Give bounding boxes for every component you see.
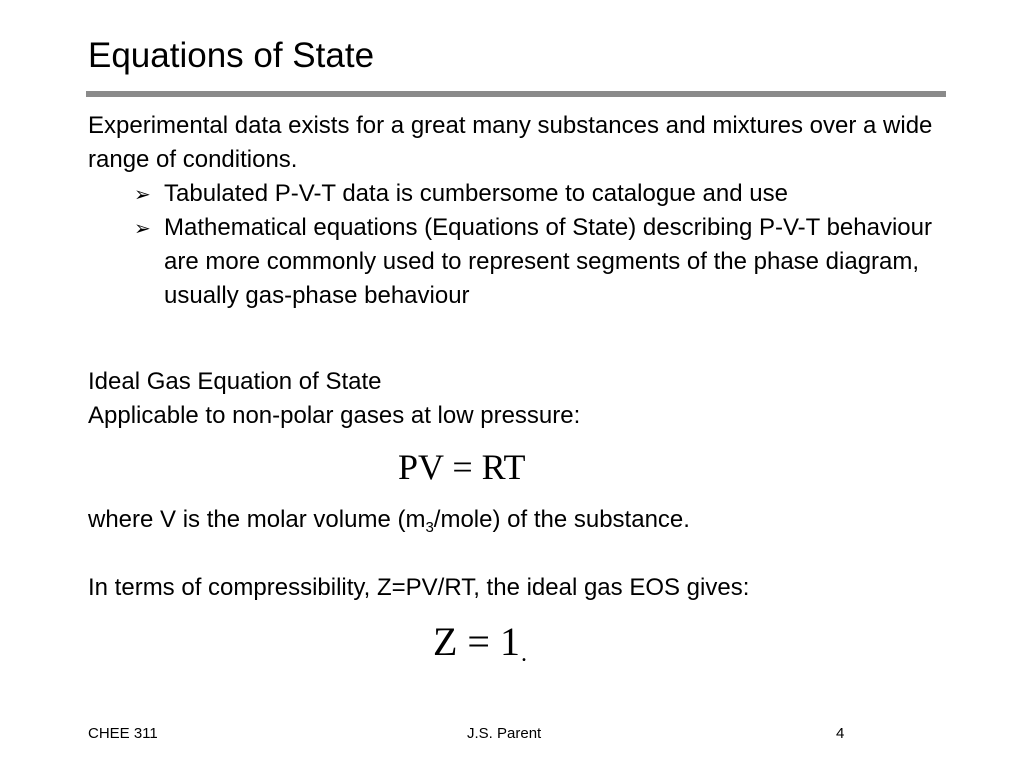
molar-volume-text: where V is the molar volume (m — [88, 506, 426, 533]
footer-course: CHEE 311 — [88, 725, 158, 742]
bullet-item-1 — [134, 177, 934, 211]
compressibility-equation — [433, 618, 527, 678]
molar-volume-note — [88, 503, 948, 537]
footer-author: J.S. Parent — [467, 725, 542, 742]
arrow-bullet-icon: ➢ — [134, 216, 151, 240]
intro-paragraph: Experimental data exists for a great many substances and mixtures over a wide range of conditions. — [88, 112, 933, 173]
bullet-text-2: Mathematical equations (Equations of State) describing P-V-T behaviour are more commonly used to represent segments of the phase diagram, usually gas-phase behaviour — [164, 214, 932, 309]
bullet-text-1: Tabulated P-V-T data is cumbersome to catalogue and use — [164, 180, 788, 207]
section-subheading: Applicable to non-polar gases at low pressure: — [88, 402, 581, 429]
arrow-bullet-icon: ➢ — [134, 182, 151, 206]
footer-page-number: 4 — [836, 725, 845, 742]
bullet-item-2 — [134, 211, 934, 313]
compressibility-paragraph: In terms of compressibility, Z=PV/RT, the ideal gas EOS gives: — [88, 574, 750, 601]
section-heading: Ideal Gas Equation of State — [88, 368, 382, 395]
molar-volume-text-end: /mole) of the substance. — [433, 506, 690, 533]
slide-title: Equations of State — [88, 36, 375, 75]
unit-subscript: 3 — [425, 519, 434, 536]
title-divider — [86, 91, 946, 97]
ideal-gas-equation: PV = RT — [398, 447, 526, 487]
compressibility-equation-text: Z = 1 — [433, 619, 520, 664]
equation-period: . — [521, 641, 527, 667]
